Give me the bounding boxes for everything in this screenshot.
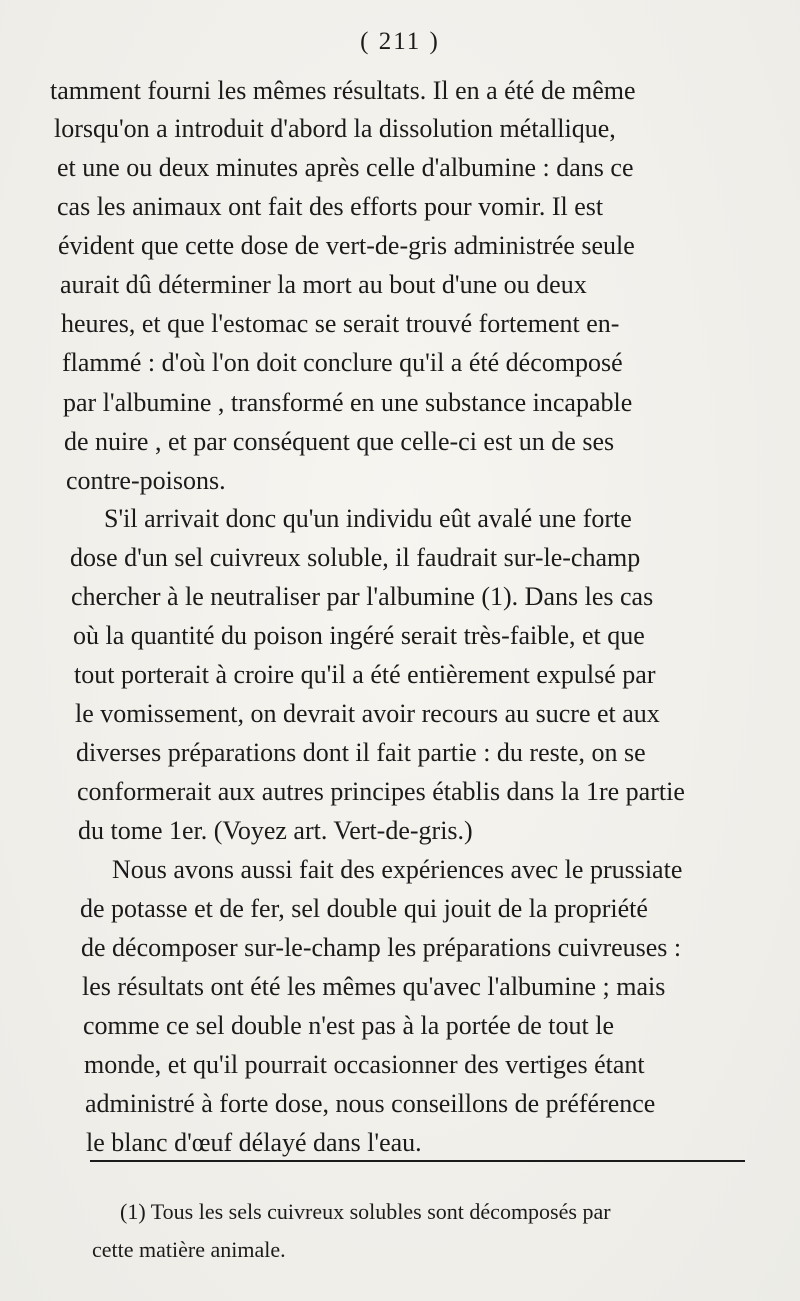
text-line: comme ce sel double n'est pas à la portée de tout le xyxy=(83,1011,614,1040)
text-line: où la quantité du poison ingéré serait très-faible, et que xyxy=(73,621,645,650)
text-line: heures, et que l'estomac se serait trouvé fortement en- xyxy=(61,309,620,338)
text-line: lorsqu'on a introduit d'abord la dissolution métallique, xyxy=(54,114,616,143)
footnote-line: (1) Tous les sels cuivreux solubles sont décomposés par xyxy=(120,1199,611,1224)
text-line: de potasse et de fer, sel double qui jouit de la propriété xyxy=(80,894,648,923)
text-line: conformerait aux autres principes établis dans la 1re partie xyxy=(77,777,685,806)
footnote-line: cette matière animale. xyxy=(92,1237,286,1262)
text-line: de nuire , et par conséquent que celle-ci est un de ses xyxy=(64,427,615,456)
text-line: évident que cette dose de vert-de-gris administrée seule xyxy=(58,231,635,260)
text-line: le vomissement, on devrait avoir recours au sucre et aux xyxy=(75,699,660,728)
page-number: ( 211 ) xyxy=(360,28,440,55)
text-line: administré à forte dose, nous conseillons de préférence xyxy=(85,1089,656,1118)
text-line: les résultats ont été les mêmes qu'avec l'albumine ; mais xyxy=(82,972,666,1001)
text-line: cas les animaux ont fait des efforts pour vomir. Il est xyxy=(57,192,604,221)
text-line: aurait dû déterminer la mort au bout d'une ou deux xyxy=(60,270,587,299)
text-line: monde, et qu'il pourrait occasionner des vertiges étant xyxy=(84,1050,645,1079)
footnote-divider xyxy=(90,1160,745,1162)
text-line: S'il arrivait donc qu'un individu eût avalé une forte xyxy=(104,504,632,533)
text-line: du tome 1er. (Voyez art. Vert-de-gris.) xyxy=(78,816,473,845)
text-line: chercher à le neutraliser par l'albumine (1). Dans les cas xyxy=(71,582,654,611)
text-line: dose d'un sel cuivreux soluble, il faudrait sur-le-champ xyxy=(70,543,641,572)
text-line: le blanc d'œuf délayé dans l'eau. xyxy=(86,1128,422,1157)
text-line: tout porterait à croire qu'il a été entièrement expulsé par xyxy=(74,660,656,689)
text-line: de décomposer sur-le-champ les préparations cuivreuses : xyxy=(81,933,682,962)
text-line: flammé : d'où l'on doit conclure qu'il a été décomposé xyxy=(62,348,623,377)
text-line: et une ou deux minutes après celle d'albumine : dans ce xyxy=(57,153,634,182)
text-line: diverses préparations dont il fait partie : du reste, on se xyxy=(76,738,646,767)
text-line: par l'albumine , transformé en une substance incapable xyxy=(63,388,633,417)
text-line: Nous avons aussi fait des expériences avec le prussiate xyxy=(112,855,683,884)
text-line: tamment fourni les mêmes résultats. Il en a été de même xyxy=(50,76,636,105)
text-line: contre-poisons. xyxy=(66,466,226,495)
